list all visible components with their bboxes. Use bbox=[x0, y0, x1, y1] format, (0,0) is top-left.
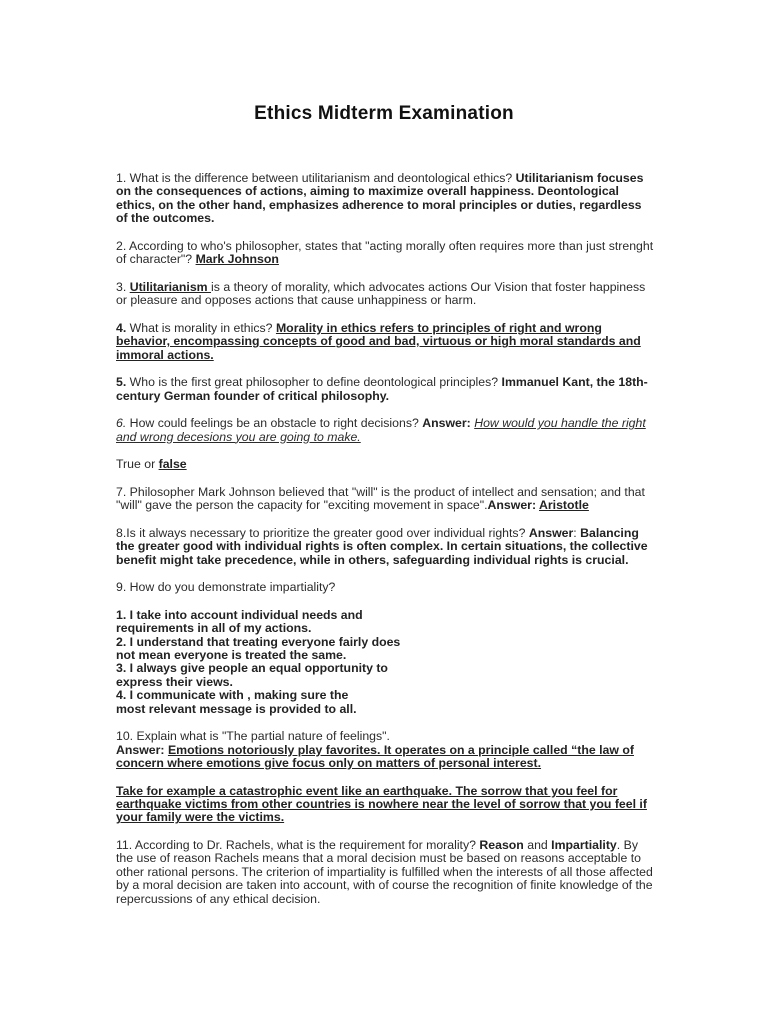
true-false-text: True or bbox=[116, 457, 159, 472]
true-false-item bbox=[116, 458, 656, 471]
question-9-text: 9. How do you demonstrate impartiality? bbox=[116, 580, 336, 595]
list-item-continued: express their views. bbox=[116, 674, 233, 689]
list-item: 4. I communicate with , making sure the bbox=[116, 688, 349, 703]
question-6-number: 6. bbox=[116, 416, 127, 431]
question-1-answer: Utilitarianism focuses on the consequences of actions, aiming to maximize overall happiness. Deontological ethics, on the other hand, emphasizes adherence to moral principles or duties, regardless of the outcomes. bbox=[116, 171, 644, 226]
list-item-continued: requirements in all of my actions. bbox=[116, 621, 312, 636]
question-7-answer-label: Answer: bbox=[487, 498, 540, 513]
question-10-answer: Emotions notoriously play favorites. It operates on a principle called “the law of concern where emotions give focus only on matters of personal interest. bbox=[116, 742, 634, 771]
question-2-text: 2. According to who's philosopher, states that "acting morally often requires more than just strenght of character"? bbox=[116, 238, 654, 267]
true-false-answer: false bbox=[158, 457, 187, 472]
question-3-answer: Utilitarianism bbox=[129, 279, 212, 294]
question-11-answer-reason: Reason bbox=[479, 838, 524, 853]
question-9 bbox=[116, 581, 656, 594]
question-7 bbox=[116, 486, 656, 513]
question-4 bbox=[116, 322, 656, 362]
question-3 bbox=[116, 281, 656, 308]
list-item-continued: not mean everyone is treated the same. bbox=[116, 648, 347, 663]
question-7-answer: Aristotle bbox=[539, 498, 589, 513]
question-10-example bbox=[116, 785, 656, 825]
list-item: 1. I take into account individual needs and bbox=[116, 607, 363, 622]
question-5 bbox=[116, 376, 656, 403]
question-6-text: How could feelings be an obstacle to right decisions? bbox=[126, 416, 423, 431]
question-7-text: 7. Philosopher Mark Johnson believed that "will" is the product of intellect and sensation; and that "will" gave the person the capacity for "exciting movement in space". bbox=[116, 484, 645, 513]
question-5-number: 5. bbox=[116, 375, 127, 390]
question-6-answer: How would you handle the right and wrong decesions you are going to make. bbox=[116, 416, 646, 444]
question-11-answer-impartiality: Impartiality bbox=[551, 838, 617, 853]
question-8 bbox=[116, 527, 656, 567]
exam-content bbox=[116, 172, 656, 920]
question-11-text: 11. According to Dr. Rachels, what is the requirement for morality? bbox=[116, 838, 480, 853]
question-3-text: is a theory of morality, which advocates actions Our Vision that foster happiness or pleasure and opposes actions that cause unhappiness or harm. bbox=[116, 279, 646, 308]
question-11-and: and bbox=[523, 838, 552, 853]
question-10-answer-label: Answer: bbox=[116, 742, 168, 757]
question-10 bbox=[116, 730, 656, 770]
question-10-example-text: Take for example a catastrophic event like an earthquake. The sorrow that you feel for earthquake victims from other countries is nowhere near the level of sorrow that you feel if your family were the victims. bbox=[116, 783, 647, 825]
question-6-answer-label: Answer: bbox=[422, 416, 475, 431]
list-item-continued: most relevant message is provided to all. bbox=[116, 701, 357, 716]
question-10-text: 10. Explain what is "The partial nature of feelings". bbox=[116, 729, 390, 744]
question-1-text: 1. What is the difference between utilitarianism and deontological ethics? bbox=[116, 171, 516, 185]
question-4-text: What is morality in ethics? bbox=[126, 320, 276, 335]
question-11 bbox=[116, 839, 656, 906]
question-3-number: 3. bbox=[116, 279, 130, 294]
question-2 bbox=[116, 240, 656, 267]
question-6 bbox=[116, 417, 656, 444]
question-4-number: 4. bbox=[116, 320, 127, 335]
question-8-answer: Balancing the greater good with individual rights is often complex. In certain situations, the collective benefit might take precedence, while in others, safeguarding individual rights is crucial. bbox=[116, 525, 648, 567]
question-5-answer: Immanuel Kant, the 18th-century German founder of critical philosophy. bbox=[116, 375, 648, 403]
question-4-answer: Morality in ethics refers to principles of right and wrong behavior, encompassing concepts of good and bad, virtuous or high moral standards and immoral actions. bbox=[116, 320, 641, 362]
list-item: 2. I understand that treating everyone fairly does bbox=[116, 634, 401, 649]
question-5-text: Who is the first great philosopher to define deontological principles? bbox=[126, 375, 502, 390]
question-1 bbox=[116, 172, 656, 226]
question-8-text: 8.Is it always necessary to prioritize the greater good over individual rights? bbox=[116, 525, 529, 540]
question-8-answer-label: Answer bbox=[528, 525, 574, 540]
question-11-explanation: . By the use of reason Rachels means that a moral decision must be based on reasons acceptable to other rational persons. The criterion of impartiality is fulfilled when the interests of all those affected by a moral decision are taken into account, with of course the recognition of finite knowledge of the repercussions of any ethical decision. bbox=[116, 838, 653, 906]
impartiality-list bbox=[116, 609, 656, 716]
question-2-answer: Mark Johnson bbox=[195, 252, 279, 267]
page-title: Ethics Midterm Examination bbox=[254, 103, 514, 124]
list-item: 3. I always give people an equal opportunity to bbox=[116, 661, 388, 676]
question-8-colon: : bbox=[573, 525, 581, 540]
